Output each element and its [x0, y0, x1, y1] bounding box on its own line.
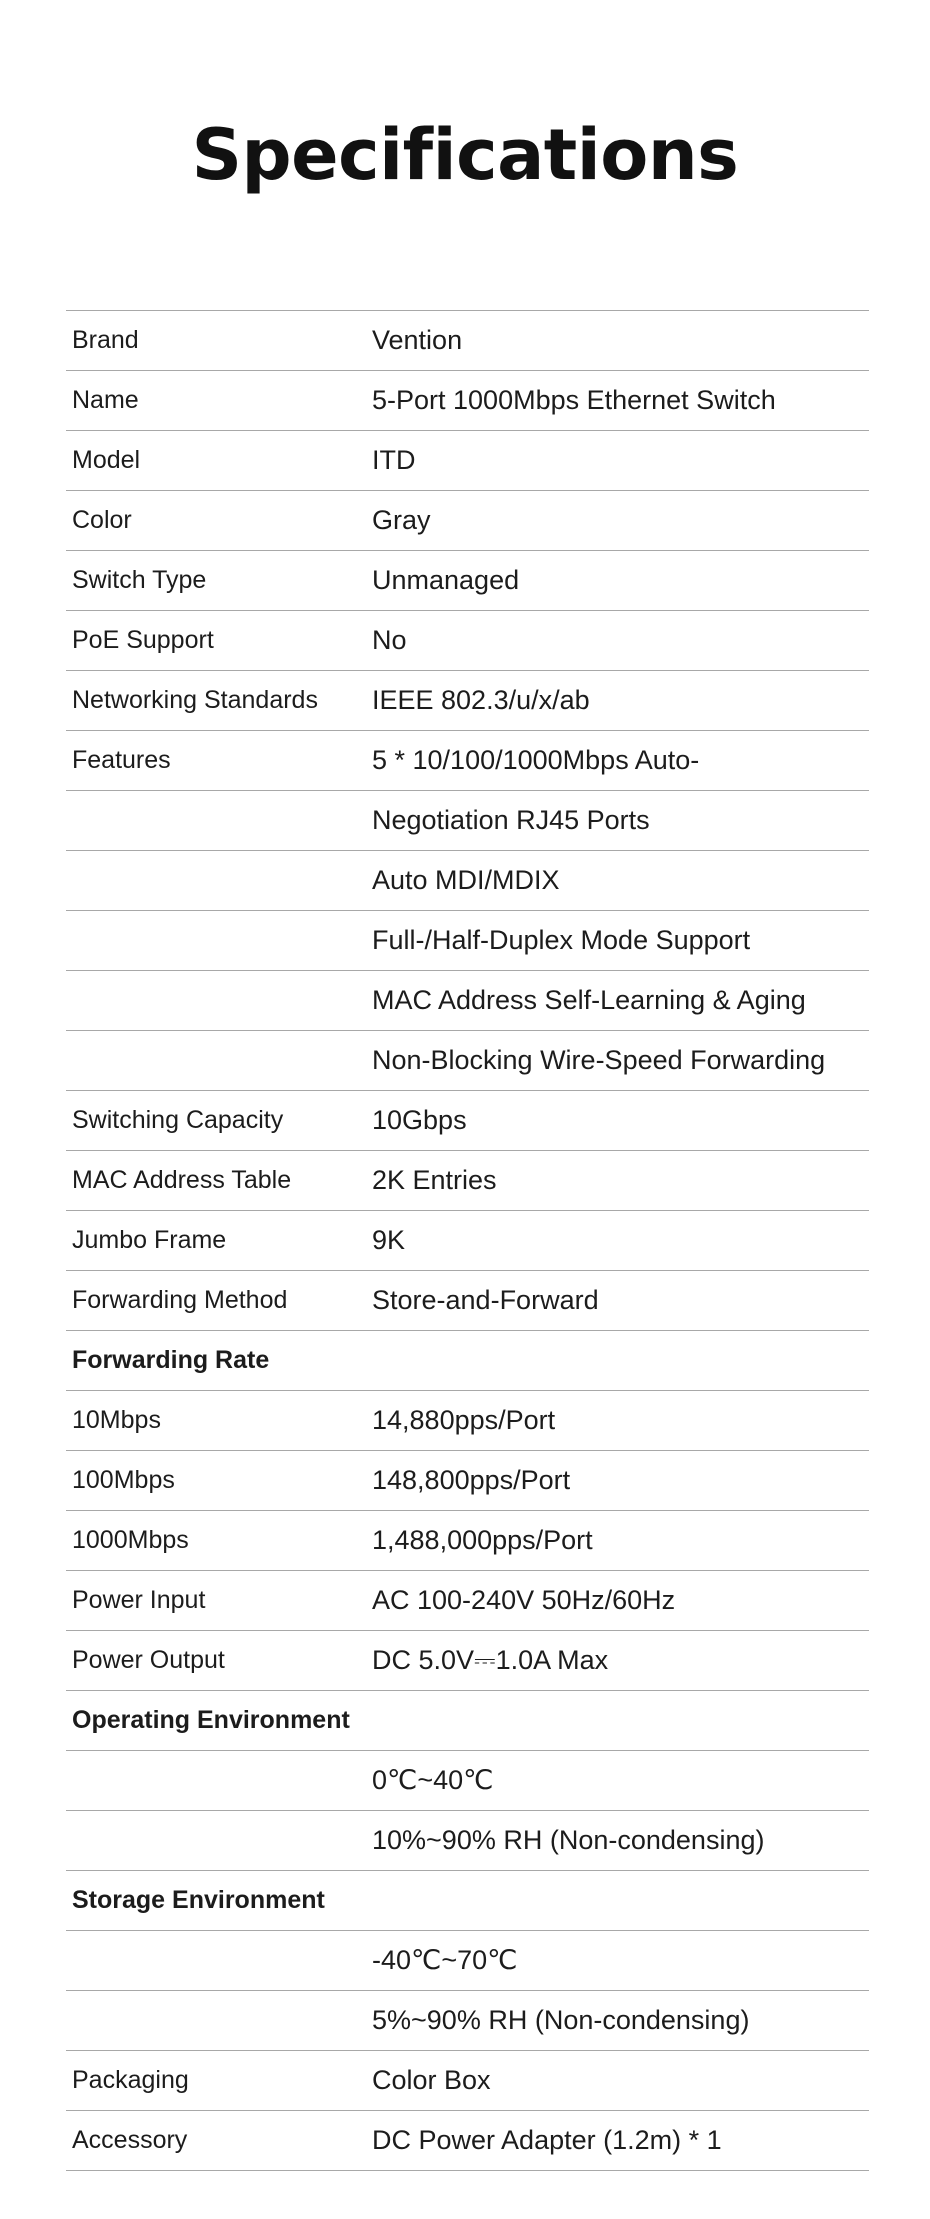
table-row: [66, 1211, 869, 1271]
spec-label: Networking Standards: [72, 686, 318, 714]
spec-value: AC 100-240V 50Hz/60Hz: [372, 1585, 676, 1615]
section-heading: Storage Environment: [72, 1886, 325, 1914]
spec-value: Vention: [372, 325, 463, 355]
spec-value: 5%~90% RH (Non-condensing): [372, 2005, 750, 2035]
spec-value: 14,880pps/Port: [372, 1405, 556, 1435]
spec-label: Features: [72, 746, 171, 774]
section-header-row: [66, 1691, 869, 1751]
table-row: [66, 1151, 869, 1211]
table-row: [66, 611, 869, 671]
table-row: [66, 371, 869, 431]
spec-value: 9K: [372, 1225, 406, 1255]
table-row: [66, 971, 869, 1031]
spec-value: IEEE 802.3/u/x/ab: [372, 685, 590, 715]
spec-value: 0℃~40℃: [372, 1765, 494, 1795]
spec-value: Color Box: [372, 2065, 491, 2095]
table-row: [66, 1511, 869, 1571]
spec-value: ITD: [372, 445, 416, 475]
spec-label: Accessory: [72, 2126, 188, 2154]
table-row: [66, 311, 869, 371]
table-row: [66, 1631, 869, 1691]
table-row: [66, 491, 869, 551]
table-row: [66, 1451, 869, 1511]
table-row: [66, 1991, 869, 2051]
spec-label: Name: [72, 386, 139, 414]
spec-label: Power Output: [72, 1646, 225, 1674]
table-row: [66, 1391, 869, 1451]
table-row: [66, 1811, 869, 1871]
spec-label: Color: [72, 506, 132, 534]
table-row: [66, 1271, 869, 1331]
spec-value: Full-/Half-Duplex Mode Support: [372, 925, 751, 955]
spec-value: No: [372, 625, 407, 655]
spec-label: Packaging: [72, 2066, 189, 2094]
spec-value: Store-and-Forward: [372, 1285, 599, 1315]
table-row: [66, 791, 869, 851]
spec-value: 10Gbps: [372, 1105, 467, 1135]
section-header-row: [66, 1871, 869, 1931]
spec-value: MAC Address Self-Learning & Aging: [372, 985, 806, 1015]
table-row: [66, 851, 869, 911]
table-row: [66, 1031, 869, 1091]
spec-value: Auto MDI/MDIX: [372, 865, 560, 895]
spec-label: Power Input: [72, 1586, 206, 1614]
table-row: [66, 1931, 869, 1991]
spec-value: Unmanaged: [372, 565, 520, 595]
table-row: [66, 551, 869, 611]
specifications-table: [66, 310, 869, 2171]
spec-label: Jumbo Frame: [72, 1226, 227, 1254]
spec-label: MAC Address Table: [72, 1166, 292, 1194]
spec-value: 2K Entries: [372, 1165, 497, 1195]
spec-label: Switch Type: [72, 566, 207, 594]
spec-label: Forwarding Method: [72, 1286, 288, 1314]
table-row: [66, 431, 869, 491]
spec-value: 10%~90% RH (Non-condensing): [372, 1825, 765, 1855]
table-row: [66, 2051, 869, 2111]
spec-label: Switching Capacity: [72, 1106, 284, 1134]
spec-label: 10Mbps: [72, 1406, 161, 1434]
spec-value: 148,800pps/Port: [372, 1465, 571, 1495]
table-row: [66, 1091, 869, 1151]
section-heading: Forwarding Rate: [72, 1346, 270, 1374]
table-row: [66, 671, 869, 731]
spec-value: 5-Port 1000Mbps Ethernet Switch: [372, 385, 776, 415]
spec-label: PoE Support: [72, 626, 214, 654]
spec-value: 1,488,000pps/Port: [372, 1525, 593, 1555]
spec-label: 100Mbps: [72, 1466, 175, 1494]
table-row: [66, 1751, 869, 1811]
page-title: Specifications: [191, 114, 739, 196]
table-row: [66, 1571, 869, 1631]
spec-value: Negotiation RJ45 Ports: [372, 805, 650, 835]
spec-value: 5 * 10/100/1000Mbps Auto-: [372, 745, 700, 775]
spec-value: DC Power Adapter (1.2m) * 1: [372, 2125, 722, 2155]
table-row: [66, 2111, 869, 2171]
spec-value: Non-Blocking Wire-Speed Forwarding: [372, 1045, 826, 1075]
table-row: [66, 731, 869, 791]
spec-value: -40℃~70℃: [372, 1945, 518, 1975]
spec-label: 1000Mbps: [72, 1526, 189, 1554]
section-header-row: [66, 1331, 869, 1391]
spec-label: Brand: [72, 326, 139, 354]
table-row: [66, 911, 869, 971]
section-heading: Operating Environment: [72, 1706, 350, 1734]
spec-value: DC 5.0V⎓1.0A Max: [372, 1644, 609, 1675]
spec-value: Gray: [372, 505, 431, 535]
spec-label: Model: [72, 446, 141, 474]
